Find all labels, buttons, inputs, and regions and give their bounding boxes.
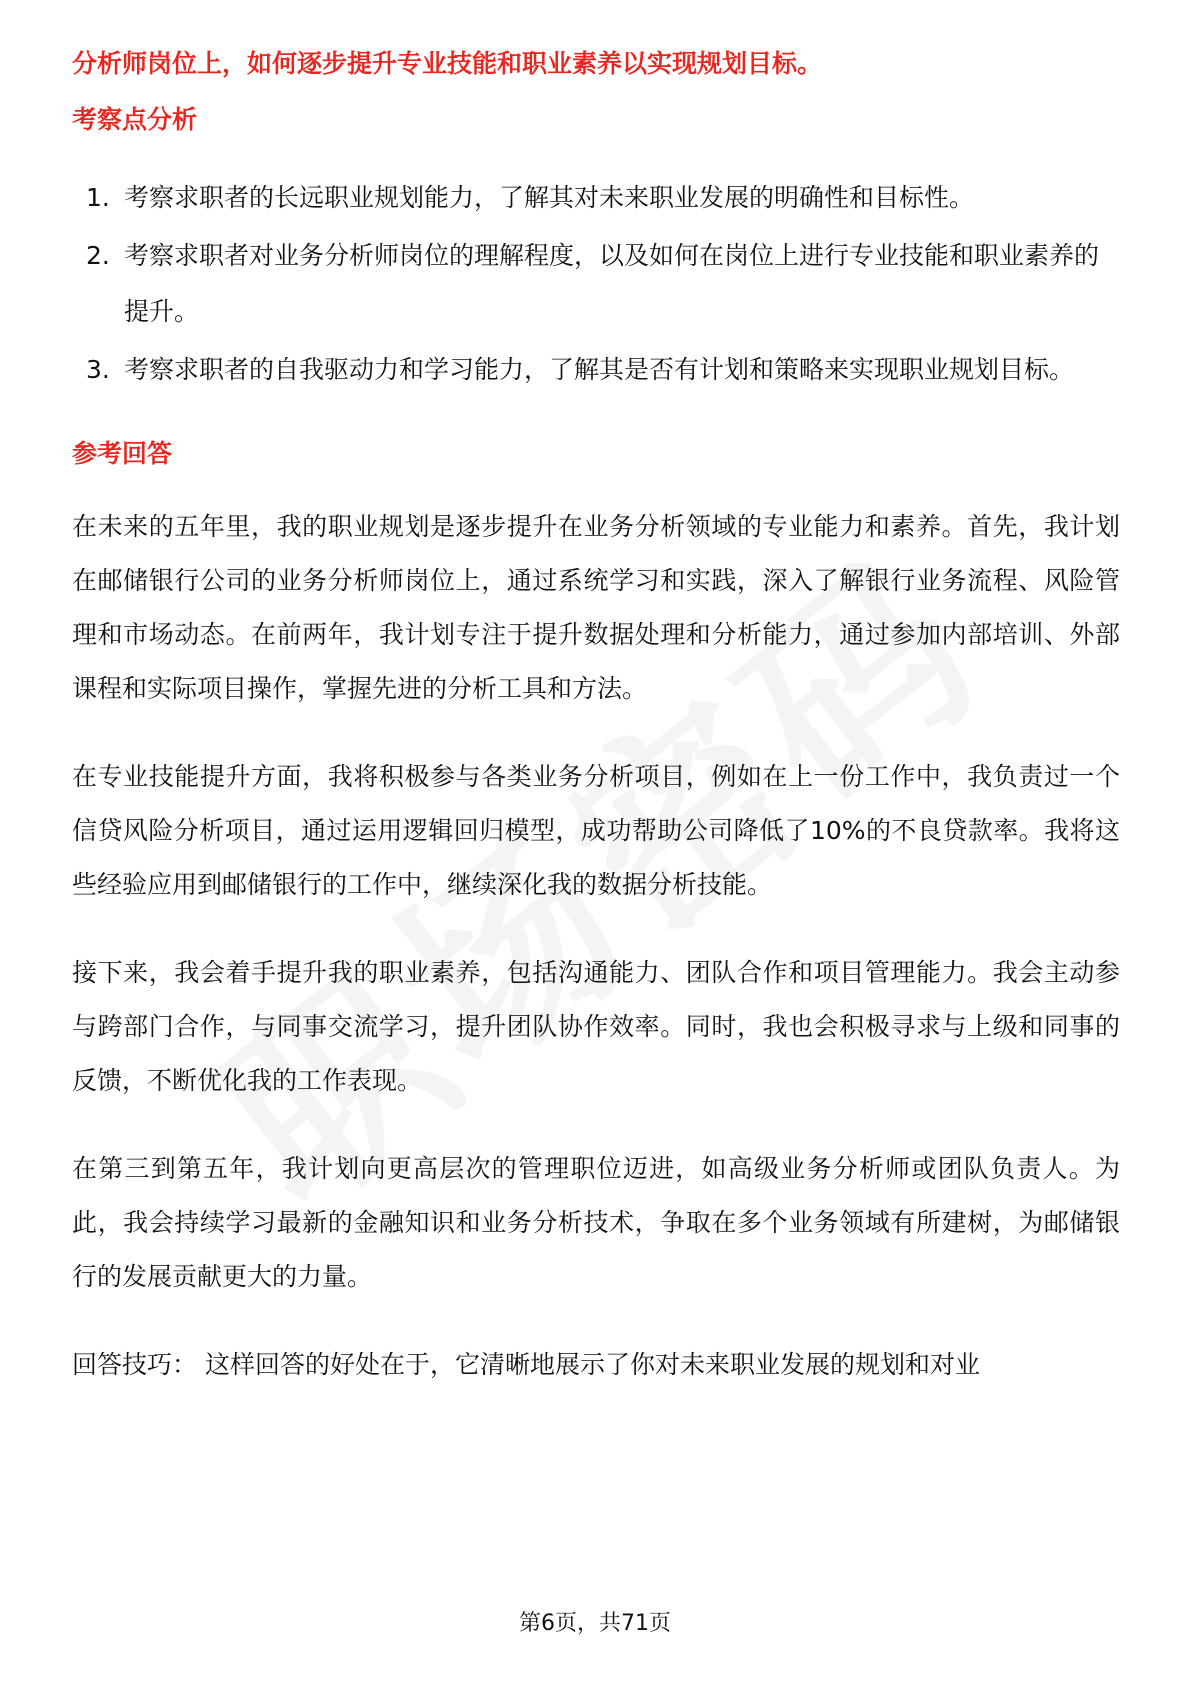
answer-paragraph: 在未来的五年里，我的职业规划是逐步提升在业务分析领域的专业能力和素养。首先，我计划在邮储银行公司的业务分析师岗位上，通过系统学习和实践，深入了解银行业务流程、风险管理和市场动态。在前两年，我计划专注于提升数据处理和分析能力，通过参加内部培训、外部课程和实际项目操作，掌握先进的分析工具和方法。 — [72, 512, 1120, 703]
answer-paragraph: 接下来，我会着手提升我的职业素养，包括沟通能力、团队合作和项目管理能力。我会主动参与跨部门合作，与同事交流学习，提升团队协作效率。同时，我也会积极寻求与上级和同事的反馈，不断优化我的工作表现。 — [72, 958, 1120, 1095]
answer-tip: 回答技巧： 这样回答的好处在于，它清晰地展示了你对未来职业发展的规划和对业 — [72, 1350, 980, 1379]
page-content — [72, 42, 1120, 1392]
answer-paragraph: 在第三到第五年，我计划向更高层次的管理职位迈进，如高级业务分析师或团队负责人。为此，我会持续学习最新的金融知识和业务分析技术，争取在多个业务领域有所建树，为邮储银行的发展贡献更大的力量。 — [72, 1154, 1120, 1291]
point-number: 1. — [86, 183, 110, 212]
analysis-point — [72, 228, 1120, 340]
page-number-footer: 第6页，共71页 — [519, 1611, 671, 1636]
analysis-heading: 考察点分析 — [72, 105, 198, 134]
question-title: 分析师岗位上，如何逐步提升专业技能和职业素养以实现规划目标。 — [72, 49, 823, 78]
point-number: 3. — [86, 355, 110, 384]
analysis-point — [72, 170, 1120, 226]
analysis-point — [72, 342, 1120, 398]
answer-paragraph: 在专业技能提升方面，我将积极参与各类业务分析项目，例如在上一份工作中，我负责过一个信贷风险分析项目，通过运用逻辑回归模型，成功帮助公司降低了10%的不良贷款率。我将这些经验应用到邮储银行的工作中，继续深化我的数据分析技能。 — [72, 762, 1120, 899]
point-text: 考察求职者对业务分析师岗位的理解程度，以及如何在岗位上进行专业技能和职业素养的提升。 — [124, 241, 1100, 326]
point-text: 考察求职者的长远职业规划能力，了解其对未来职业发展的明确性和目标性。 — [124, 183, 975, 212]
analysis-points — [72, 170, 1120, 398]
point-number: 2. — [86, 241, 110, 270]
point-text: 考察求职者的自我驱动力和学习能力，了解其是否有计划和策略来实现职业规划目标。 — [124, 355, 1075, 384]
answer-heading: 参考回答 — [72, 439, 173, 468]
